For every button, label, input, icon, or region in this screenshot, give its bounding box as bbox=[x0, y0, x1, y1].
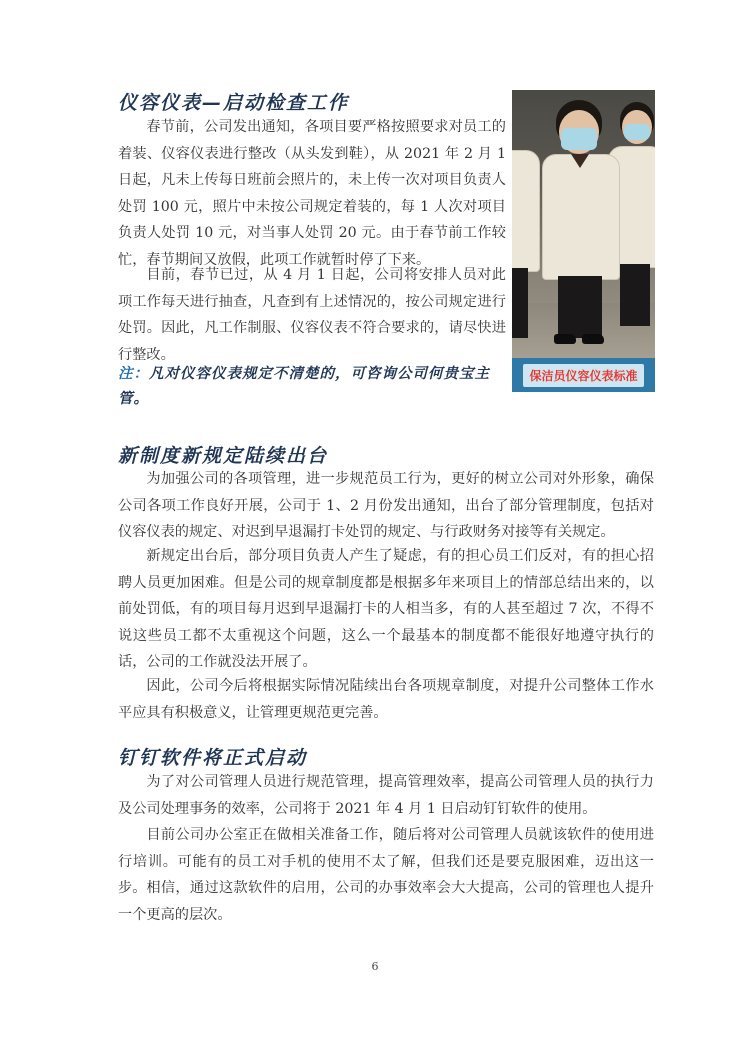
section-heading-grooming: 仪容仪表—启动检查工作 bbox=[118, 92, 350, 114]
paragraph: 为了对公司管理人员进行规范管理，提高管理效率，提高公司管理人员的执行力及公司处理事务的效率，公司将于 2021 年 4 月 1 日启动钉钉软件的使用。 bbox=[118, 774, 654, 817]
note-text: 凡对仪容仪表规定不清楚的，可咨询公司何贵宝主管。 bbox=[118, 366, 490, 407]
section-heading-new-rules: 新制度新规定陆续出台 bbox=[118, 445, 329, 467]
paragraph: 因此，公司今后将根据实际情况陆续出台各项规章制度，对提升公司整体工作水平应具有积极意义，让管理更规范更完善。 bbox=[118, 678, 654, 721]
paragraph: 为加强公司的各项管理，进一步规范员工行为，更好的树立公司对外形象，确保公司各项工作良好开展，公司于 1、2 月份发出通知，出台了部分管理制度，包括对仪容仪表的规定、对迟到早退漏打卡处罚的规定、与行政财务对接等有关规定。 bbox=[118, 471, 654, 540]
paragraph: 目前公司办公室正在做相关准备工作，随后将对公司管理人员就该软件的使用进行培训。可能有的员工对手机的使用不太了解，但我们还是要克服困难，迈出这一步。 bbox=[118, 827, 654, 896]
note-label: 注： bbox=[118, 366, 149, 382]
photo-caption: 保洁员仪容仪表标准 bbox=[523, 364, 643, 387]
paragraph: 春节前，公司发出通知，各项目要严格按照要求对员工的着装、仪容仪表进行整改（从头发到鞋），从 2021 年 2 月 1 日起，凡未上传每日班前会照片的，未上传一次对项目负责人处罚 100 元，照片中未按公司规定着装的，每 1 人次对项目负责人处罚 10 元，对当事人处罚 20 元。由于春节前工作较忙，春节期间又放假，此项工作就暂时停了下来。 bbox=[118, 119, 506, 268]
staff-uniform-photo bbox=[512, 90, 655, 358]
paragraph: 相信，通过这款软件的启用，公司的办事效率会大大提高，公司的管理也人提升一个更高的层次。 bbox=[118, 880, 654, 923]
paragraph: 目前，春节已过，从 4 月 1 日起，公司将安排人员对此项工作每天进行抽查，凡查到有上述情况的，按公司规定进行处罚。因此，凡工作制服、仪容仪表不符合要求的，请尽快进行整改。 bbox=[118, 267, 506, 363]
note bbox=[118, 362, 508, 412]
section-heading-dingtalk: 钉钉软件将正式启动 bbox=[118, 747, 308, 769]
page-number: 6 bbox=[371, 960, 379, 973]
photo-caption-box bbox=[512, 358, 655, 392]
paragraph: 新规定出台后，部分项目负责人产生了疑虑，有的担心员工们反对，有的担心招聘人员更加困难。但是公司的规章制度都是根据多年来项目上的情部总结出来的，以前处罚低，有的项目每月迟到早退漏打卡的人相当多，有的人甚至超过 7 次，不得不说这些员工都不太重视这个问题，这么一个最基本的制度都不能很好地遵守执行的话，公司的工作就没法开展了。 bbox=[118, 548, 654, 670]
